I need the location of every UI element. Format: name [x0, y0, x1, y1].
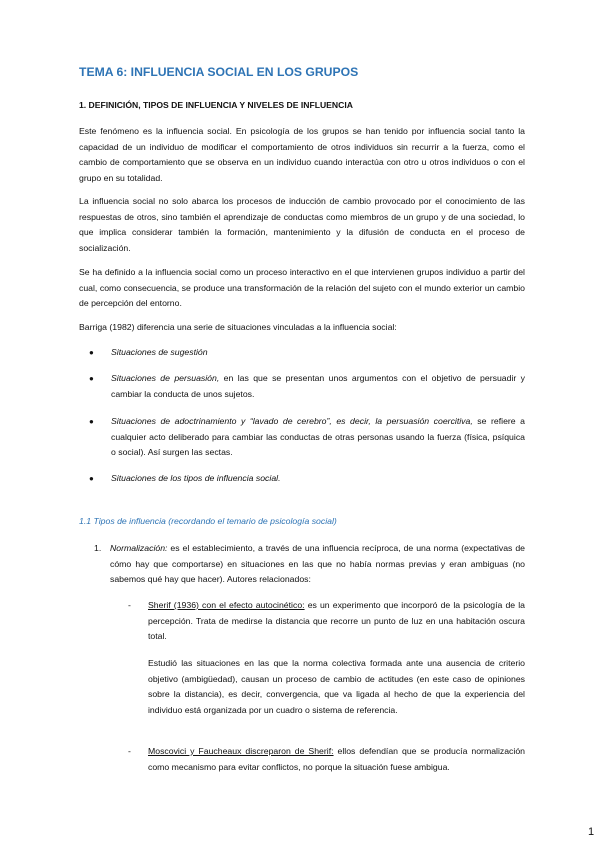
bullet-italic: Situaciones de persuasión,	[111, 373, 220, 383]
bullet-text: se refiere a cualquier acto deliberado para cambiar las conductas de otras personas usando la fuerza (física, psíquica o social). Así surgen las sectas.	[111, 416, 525, 458]
bullet-icon: ●	[89, 417, 94, 426]
section-heading: 1. DEFINICIÓN, TIPOS DE INFLUENCIA Y NIVELES DE INFLUENCIA	[79, 100, 353, 110]
paragraph-4: Barriga (1982) diferencia una serie de situaciones vinculadas a la influencia social:	[79, 322, 397, 332]
item-term: Normalización:	[110, 543, 168, 553]
item-number: 1.	[94, 543, 102, 553]
paragraph-2: La influencia social no solo abarca los procesos de inducción de cambio provocado por el conocimiento de las respuestas de otros, sino también el aprendizaje de conductas como miembros de un grupo y de una sociedad, lo que implica considerar también la formación, mantenimiento y la difusión de conducta en el proceso de socialización.	[79, 196, 525, 253]
dash-marker: -	[128, 746, 131, 756]
bullet-italic: Situaciones de sugestión	[111, 347, 208, 357]
paragraph-3: Se ha definido a la influencia social como un proceso interactivo en el que intervienen grupos individuo a partir del cual, como consecuencia, se produce una transformación de la relación del sujeto con el mundo exterior un cambio de percepción del entorno.	[79, 267, 525, 309]
dash-extra-paragraph: Estudió las situaciones en las que la norma colectiva formada ante una ausencia de criterio objetivo (ambigüedad), causan un proceso de cambio de actitudes (en este caso de opiniones sobre la distancia), es decir, convergencia, que va ligada al hecho de que la experiencia del individuo está organizada por un cuadro o sistema de referencia.	[148, 658, 525, 715]
dash-underlined: Sherif (1936) con el efecto autocinético:	[148, 600, 305, 610]
dash-text: ellos defendían que se producía normalización como mecanismo para evitar conflictos, no porque la situación fuese ambigua.	[148, 746, 525, 772]
page-title: TEMA 6: INFLUENCIA SOCIAL EN LOS GRUPOS	[79, 65, 359, 79]
paragraph-1: Este fenómeno es la influencia social. En psicología de los grupos se han tenido por influencia social tanto la capacidad de un individuo de modificar el comportamiento de otros individuos sin recurrir a la fuerza, como el cambio de comportamiento que se observa en un individuo cuando interactúa con otro u otros individuos o con el grupo en su totalidad.	[79, 126, 525, 183]
page-number: 1	[588, 826, 595, 838]
bullet-text: en las que se presentan unos argumentos con el objetivo de persuadir y cambiar la conducta de unos sujetos.	[111, 373, 525, 399]
bullet-icon: ●	[89, 474, 94, 483]
item-text: es el establecimiento, a través de una influencia recíproca, de una norma (expectativas de cómo hay que comportarse) en situaciones en las que no había normas previas y eran ambiguas (no sabemos qué hay que hacer). Autores relacionados:	[110, 543, 525, 585]
dash-text: es un experimento que incorporó de la psicología de la percepción. Trata de medirse la distancia que recorre un punto de luz en una habitación oscura total.	[148, 600, 525, 642]
bullet-italic: Situaciones de adoctrinamiento y “lavado de cerebro”, es decir, la persuasión coercitiva,	[111, 416, 473, 426]
bullet-icon: ●	[89, 348, 94, 357]
subsection-heading: 1.1 Tipos de influencia (recordando el temario de psicología social)	[79, 516, 337, 526]
bullet-icon: ●	[89, 374, 94, 383]
dash-underlined: Moscovici y Faucheaux discreparon de Sherif:	[148, 746, 334, 756]
bullet-italic: Situaciones de los tipos de influencia social.	[111, 473, 281, 483]
dash-marker: -	[128, 600, 131, 610]
